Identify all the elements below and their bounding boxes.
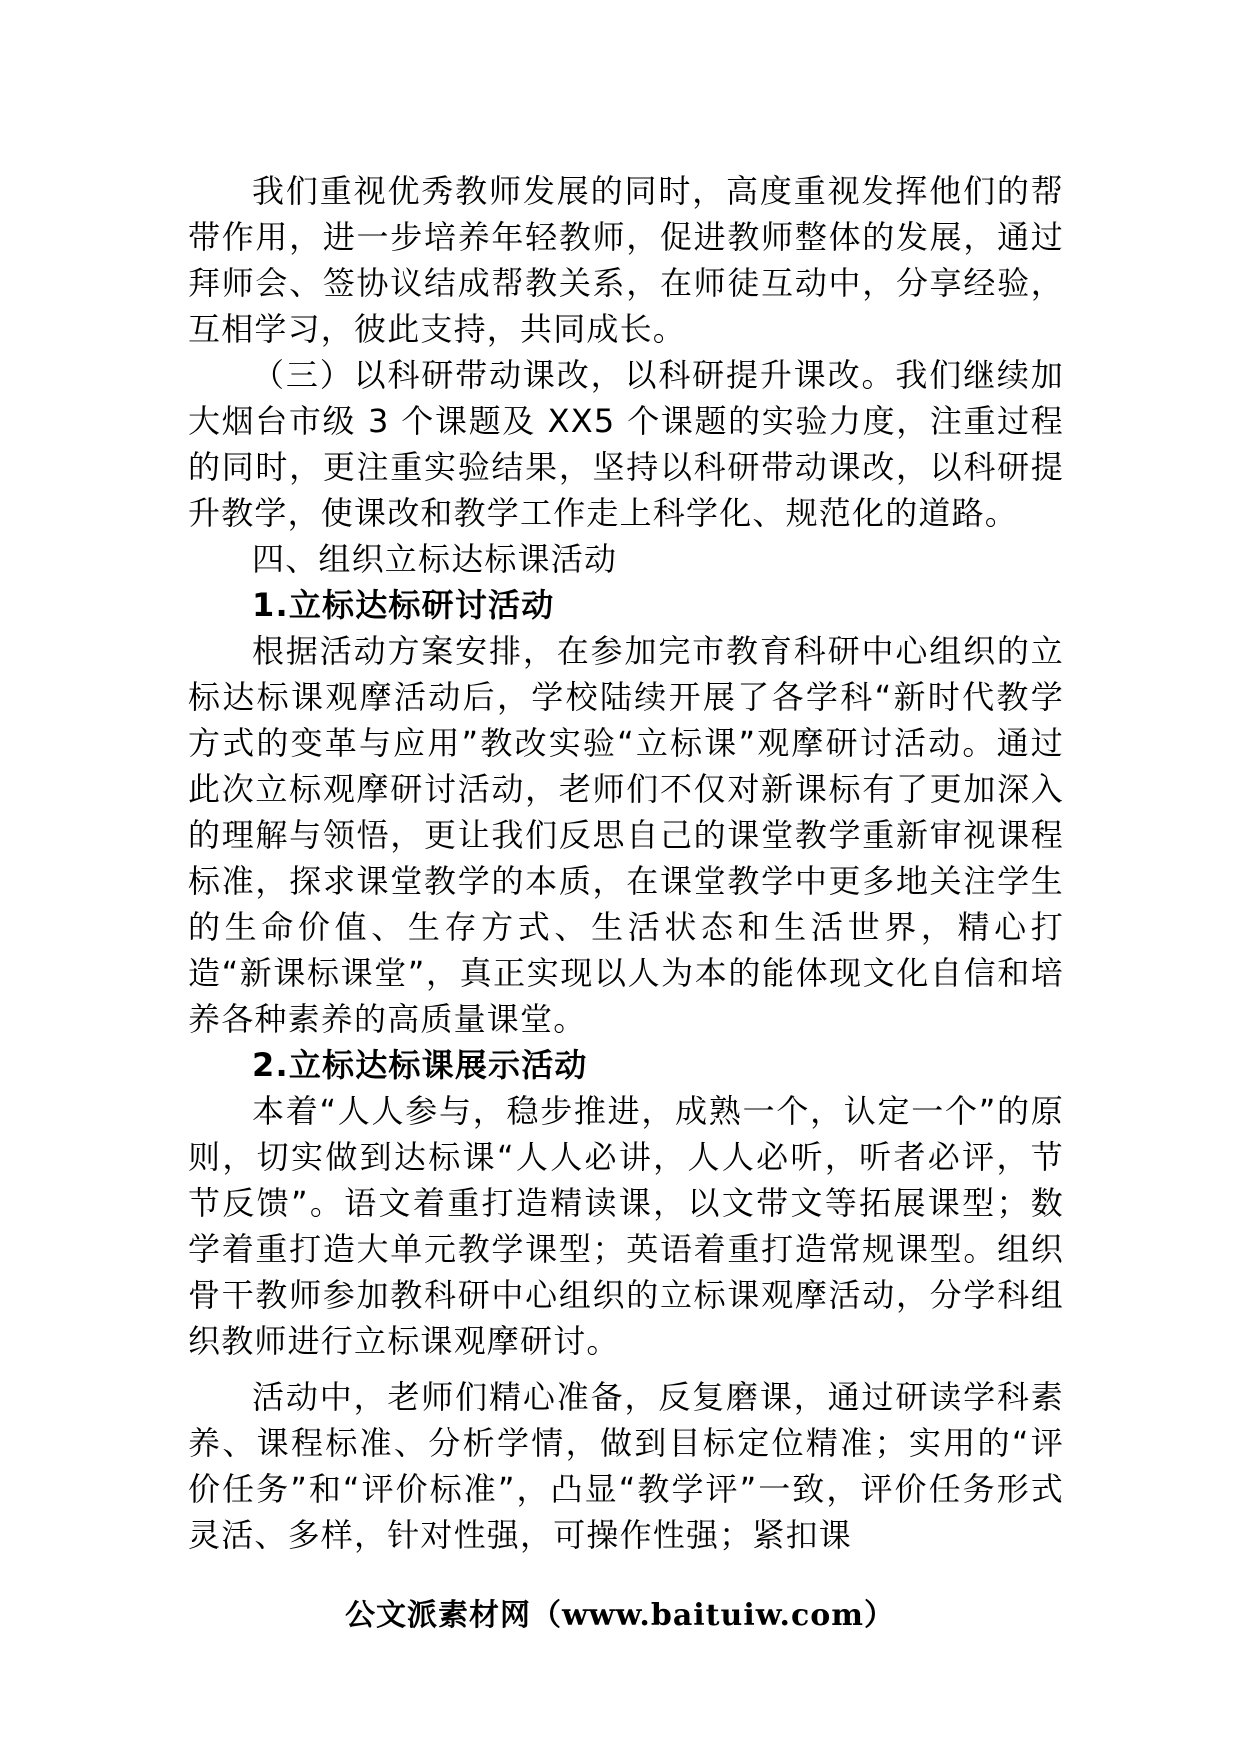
paragraph-showcase: 本着“人人参与，稳步推进，成熟一个，认定一个”的原则，切实做到达标课“人人必讲，人人必听，听者必评，节节反馈”。语文着重打造精读课，以文带文等拓展课型；数学着重打造大单元教学课型；英语着重打造常规课型。组织骨干教师参加教科研中心组织的立标课观摩活动，分学科组织教师进行立标课观摩研讨。	[188, 1092, 1064, 1360]
subheading-seminar: 1.立标达标研讨活动	[252, 586, 555, 624]
document-body	[188, 168, 1064, 1558]
paragraph-seminar: 根据活动方案安排，在参加完市教育科研中心组织的立标达标课观摩活动后，学校陆续开展了各学科“新时代教学方式的变革与应用”教改实验“立标课”观摩研讨活动。通过此次立标观摩研讨活动，老师们不仅对新课标有了更加深入的理解与领悟，更让我们反思自己的课堂教学重新审视课程标准，探求课堂教学的本质，在课堂教学中更多地关注学生的生命价值、生存方式、生活状态和生活世界，精心打造“新课标课堂”，真正实现以人为本的能体现文化自信和培养各种素养的高质量课堂。	[188, 632, 1064, 1038]
paragraph-research-reform: （三）以科研带动课改，以科研提升课改。我们继续加大烟台市级 3 个课题及 XX5 个课题的实验力度，注重过程的同时，更注重实验结果，坚持以科研带动课改，以科研提升教学，使课改和教学工作走上科学化、规范化的道路。	[188, 356, 1064, 532]
page-footer-watermark: 公文派素材网（www.baituiw.com）	[344, 1598, 896, 1633]
paragraph-activity: 活动中，老师们精心准备，反复磨课，通过研读学科素养、课程标准、分析学情，做到目标定位精准；实用的“评价任务”和“评价标准”，凸显“教学评”一致，评价任务形式灵活、多样，针对性强，可操作性强；紧扣课	[188, 1378, 1064, 1554]
section-heading-four: 四、组织立标达标课活动	[252, 540, 618, 578]
paragraph-mentoring: 我们重视优秀教师发展的同时，高度重视发挥他们的帮带作用，进一步培养年轻教师，促进教师整体的发展，通过拜师会、签协议结成帮教关系，在师徒互动中，分享经验，互相学习，彼此支持，共同成长。	[188, 172, 1064, 348]
subheading-showcase: 2.立标达标课展示活动	[252, 1046, 588, 1084]
